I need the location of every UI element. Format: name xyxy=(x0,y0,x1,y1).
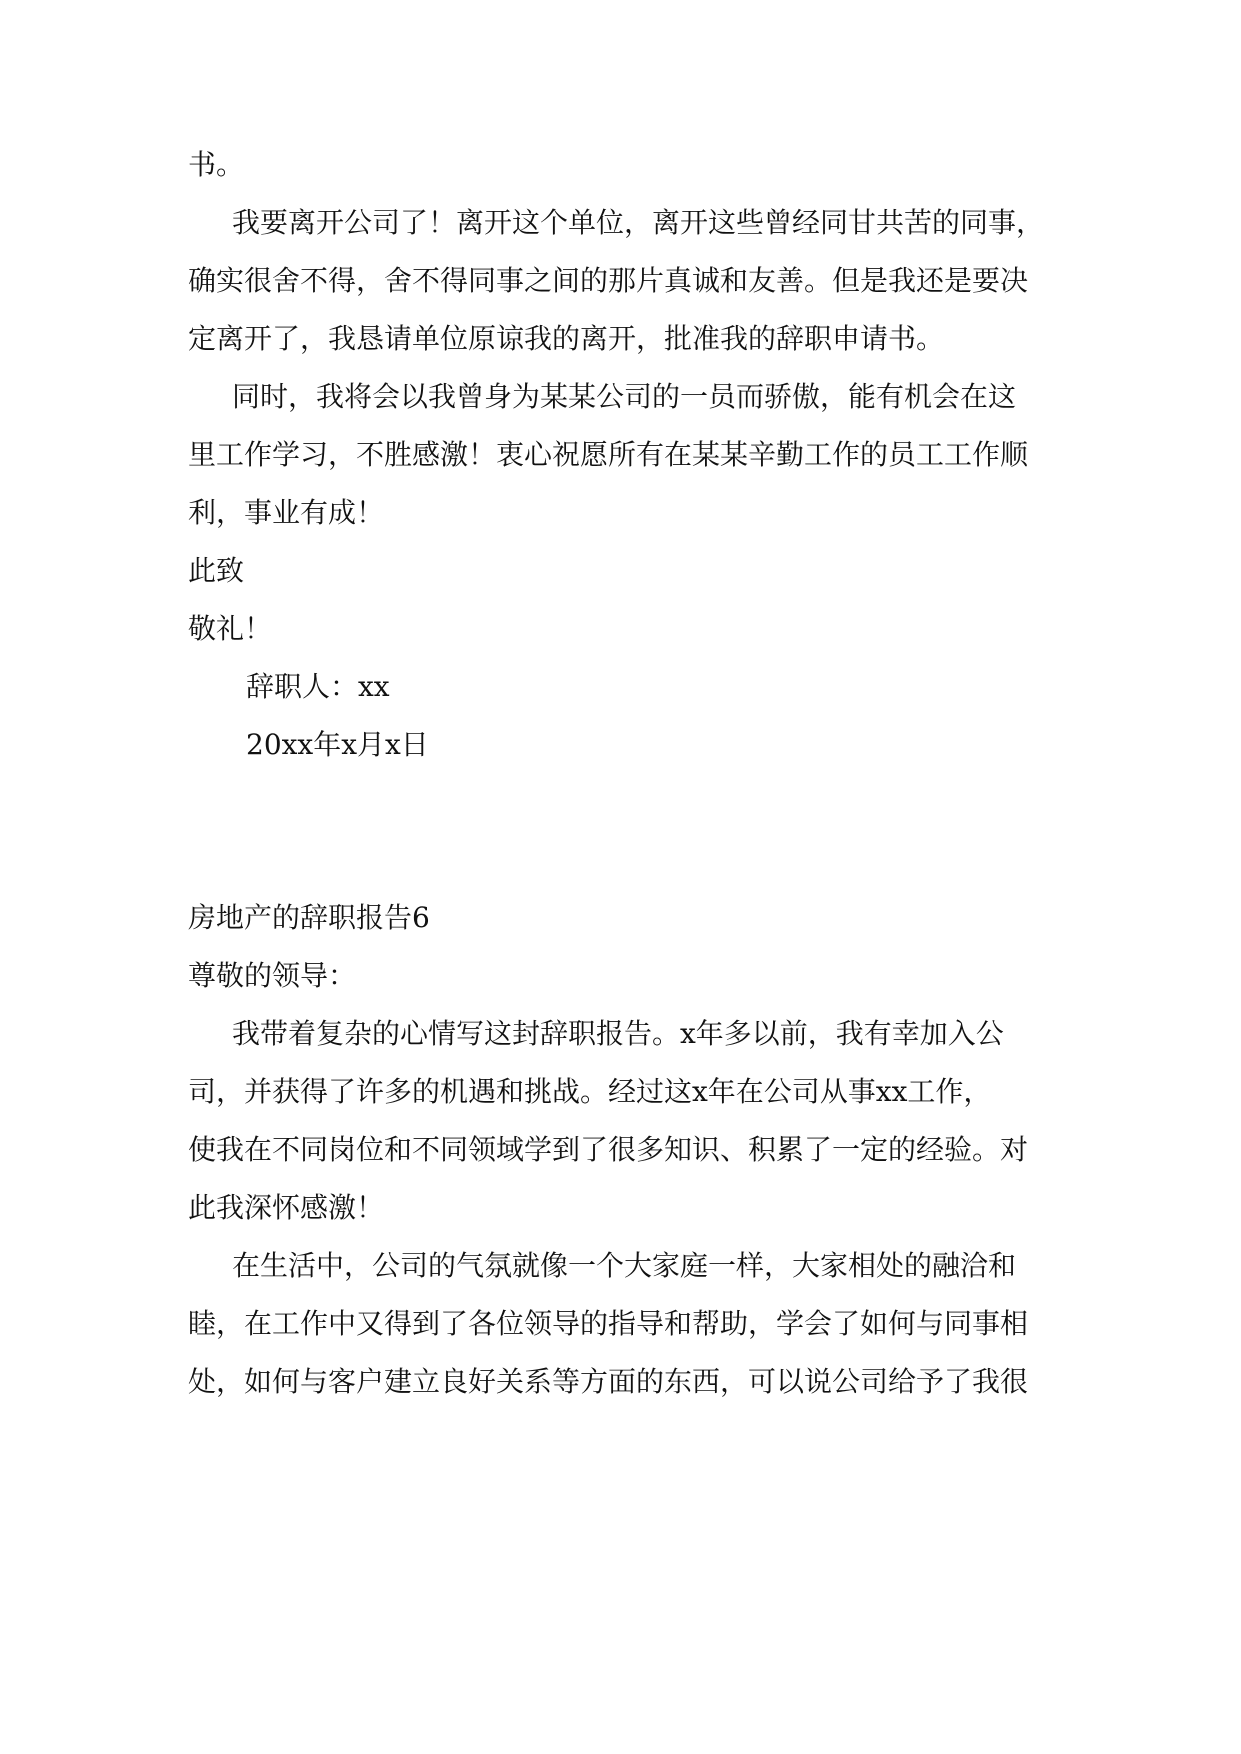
paragraph-line: 在生活中，公司的气氛就像一个大家庭一样，大家相处的融洽和 xyxy=(232,1249,1017,1282)
paragraph-line: 定离开了，我恳请单位原谅我的离开，批准我的辞职申请书。 xyxy=(188,322,945,355)
closing-line: 此致 xyxy=(188,554,245,587)
date-line: 20xx年x月x日 xyxy=(246,728,429,761)
signer-line: 辞职人：xx xyxy=(246,670,390,703)
paragraph-line: 确实很舍不得，舍不得同事之间的那片真诚和友善。但是我还是要决 xyxy=(188,264,1029,297)
paragraph-line: 里工作学习，不胜感激！衷心祝愿所有在某某辛勤工作的员工工作顺 xyxy=(188,438,1029,471)
paragraph-line: 利，事业有成！ xyxy=(188,496,385,529)
closing-line: 敬礼！ xyxy=(188,612,273,645)
section-title: 房地产的辞职报告6 xyxy=(188,901,430,934)
paragraph-line: 睦，在工作中又得到了各位领导的指导和帮助，学会了如何与同事相 xyxy=(188,1307,1029,1340)
salutation: 尊敬的领导： xyxy=(188,959,357,992)
paragraph-line: 司，并获得了许多的机遇和挑战。经过这x年在公司从事xx工作， xyxy=(188,1075,992,1108)
paragraph-line: 书。 xyxy=(188,148,245,181)
paragraph-line: 处，如何与客户建立良好关系等方面的东西，可以说公司给予了我很 xyxy=(188,1365,1029,1398)
paragraph-line: 我要离开公司了！离开这个单位，离开这些曾经同甘共苦的同事， xyxy=(232,206,1045,239)
paragraph-line: 使我在不同岗位和不同领域学到了很多知识、积累了一定的经验。对 xyxy=(188,1133,1029,1166)
paragraph-line: 此我深怀感激！ xyxy=(188,1191,385,1224)
paragraph-line: 同时，我将会以我曾身为某某公司的一员而骄傲，能有机会在这 xyxy=(232,380,1017,413)
paragraph-line: 我带着复杂的心情写这封辞职报告。x年多以前，我有幸加入公 xyxy=(232,1017,1004,1050)
